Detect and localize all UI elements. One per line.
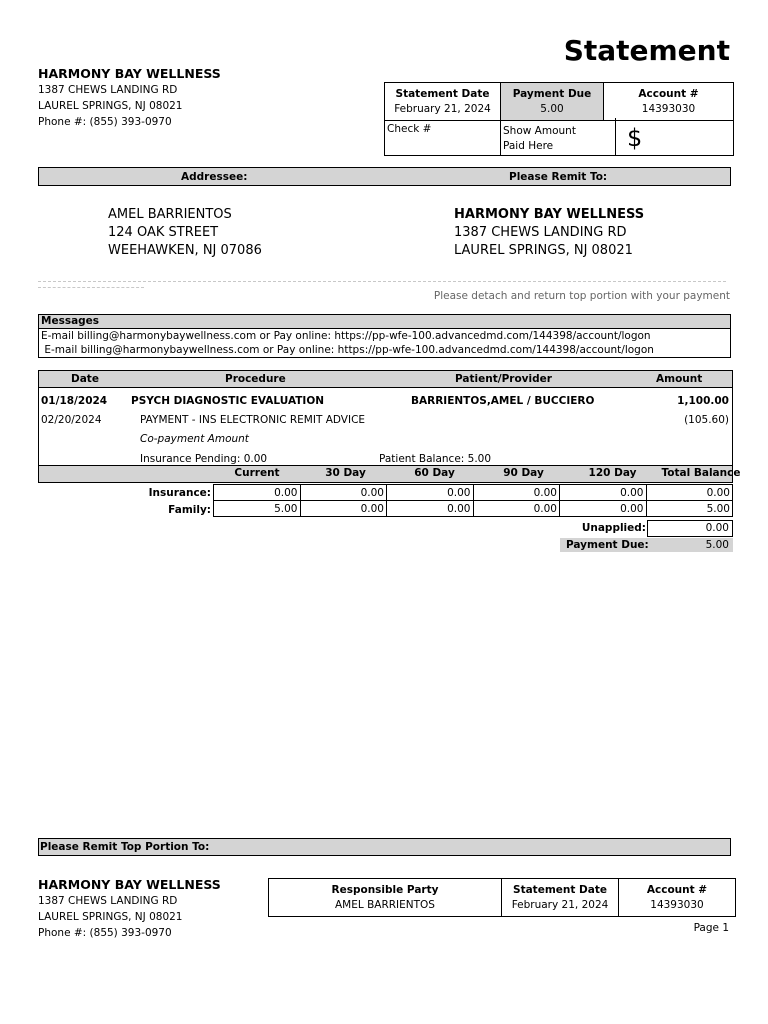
aging-current-label: Current (234, 467, 280, 479)
check-number-label: Check # (387, 123, 432, 135)
row1-date: 01/18/2024 (41, 395, 108, 407)
bottom-account-cell (619, 879, 736, 917)
copay-note: Co-payment Amount (140, 433, 249, 445)
col-procedure: Procedure (225, 373, 286, 385)
row1-procedure: PSYCH DIAGNOSTIC EVALUATION (131, 395, 325, 407)
family-total: 5.00 (646, 501, 733, 517)
payment-due-cell (501, 83, 604, 121)
messages-label: Messages (39, 315, 730, 329)
statement-date-value: February 21, 2024 (394, 103, 491, 115)
col-patient-provider: Patient/Provider (455, 373, 552, 385)
detach-note: Please detach and return top portion with your payment (433, 290, 730, 302)
practice-name: HARMONY BAY WELLNESS (38, 66, 221, 81)
addressee-city: WEEHAWKEN, NJ 07086 (108, 243, 262, 258)
family-row (214, 501, 733, 517)
dollar-sign: $ (627, 124, 643, 152)
paid-here-label: Paid Here (503, 140, 554, 152)
bottom-practice-phone: Phone #: (855) 393-0970 (38, 927, 172, 939)
bottom-info-box (268, 878, 736, 917)
account-value: 14393030 (641, 103, 696, 115)
insurance-pending: Insurance Pending: 0.00 (140, 453, 268, 465)
insurance-total: 0.00 (646, 485, 733, 501)
practice-info (38, 66, 221, 130)
aging-30-label: 30 Day (325, 467, 366, 479)
detach-line-short (38, 287, 144, 288)
responsible-party-label: Responsible Party (331, 884, 439, 896)
payment-due-bar (560, 538, 733, 552)
bottom-account-label: Account # (646, 884, 708, 896)
column-divider (615, 118, 616, 155)
insurance-current: 0.00 (214, 485, 301, 501)
family-row-label: Family: (168, 504, 211, 516)
row2-procedure: PAYMENT - INS ELECTRONIC REMIT ADVICE (140, 414, 366, 426)
family-30: 0.00 (300, 501, 387, 517)
addressee-name: AMEL BARRIENTOS (108, 207, 232, 222)
statement-date-label: Statement Date (395, 88, 490, 100)
family-120: 0.00 (560, 501, 647, 517)
account-label: Account # (638, 88, 699, 100)
page-number: Page 1 (693, 922, 729, 934)
row1-amount: 1,100.00 (677, 395, 729, 407)
aging-120-label: 120 Day (588, 467, 637, 479)
unapplied-label: Unapplied: (581, 522, 646, 534)
remit-to-block (454, 206, 644, 260)
payment-due-label: Payment Due (512, 88, 592, 100)
insurance-30: 0.00 (300, 485, 387, 501)
patient-balance: Patient Balance: 5.00 (379, 453, 492, 465)
insurance-120: 0.00 (560, 485, 647, 501)
message-line-2: E-mail billing@harmonybaywellness.com or Pay online: https://pp-wfe-100.advancedmd.com/144398/account/logon (41, 344, 654, 356)
remit-to-name: HARMONY BAY WELLNESS (454, 207, 645, 222)
addressee-block (108, 206, 262, 260)
responsible-party-cell (269, 879, 502, 917)
insurance-row (214, 485, 733, 501)
insurance-60: 0.00 (387, 485, 474, 501)
insurance-90: 0.00 (473, 485, 560, 501)
bottom-payment-due-value: 5.00 (705, 539, 729, 551)
statement-title: Statement (563, 34, 730, 67)
row1-patient-provider: BARRIENTOS,AMEL / BUCCIERO (411, 395, 595, 407)
row2-amount: (105.60) (684, 414, 729, 426)
remit-to-city: LAUREL SPRINGS, NJ 08021 (454, 243, 633, 258)
bottom-statement-date-label: Statement Date (513, 884, 607, 896)
account-cell (604, 83, 734, 121)
aging-table (213, 484, 733, 517)
aging-total-label: Total Balance (661, 467, 741, 479)
remit-top-portion-bar: Please Remit Top Portion To: (38, 838, 731, 856)
col-amount: Amount (656, 373, 703, 385)
statement-header-box (384, 82, 734, 156)
ledger-header (39, 371, 732, 388)
statement-date-cell (385, 83, 501, 121)
remit-to-street: 1387 CHEWS LANDING RD (454, 225, 627, 240)
bottom-practice-name: HARMONY BAY WELLNESS (38, 877, 221, 892)
practice-address1: 1387 CHEWS LANDING RD (38, 84, 178, 96)
addressee-street: 124 OAK STREET (108, 225, 219, 240)
bottom-practice-address2: LAUREL SPRINGS, NJ 08021 (38, 911, 183, 923)
bottom-statement-date-value: February 21, 2024 (511, 899, 609, 911)
col-date: Date (71, 373, 99, 385)
bottom-statement-date-cell (502, 879, 619, 917)
messages-box (38, 314, 731, 358)
family-current: 5.00 (214, 501, 301, 517)
practice-address2: LAUREL SPRINGS, NJ 08021 (38, 100, 183, 112)
payment-due-value: 5.00 (540, 103, 564, 115)
insurance-row-label: Insurance: (148, 487, 211, 499)
responsible-party-value: AMEL BARRIENTOS (335, 899, 435, 911)
bottom-payment-due-label: Payment Due: (566, 539, 649, 551)
family-90: 0.00 (473, 501, 560, 517)
address-bar (38, 167, 731, 186)
message-line-1: E-mail billing@harmonybaywellness.com or Pay online: https://pp-wfe-100.advancedmd.com/144398/account/logon (41, 330, 651, 342)
amount-paid-field[interactable] (501, 121, 734, 156)
detach-line (38, 281, 726, 282)
unapplied-value: 0.00 (647, 520, 733, 537)
show-amount-label: Show Amount (503, 125, 576, 137)
family-60: 0.00 (387, 501, 474, 517)
bottom-account-value: 14393030 (650, 899, 704, 911)
aging-90-label: 90 Day (503, 467, 544, 479)
check-number-field[interactable] (385, 121, 501, 156)
aging-header-labels (213, 466, 745, 480)
remit-to-label: Please Remit To: (509, 171, 608, 183)
aging-60-label: 60 Day (414, 467, 455, 479)
addressee-label: Addressee: (181, 171, 248, 183)
bottom-practice-info (38, 877, 221, 941)
practice-phone: Phone #: (855) 393-0970 (38, 116, 172, 128)
bottom-practice-address1: 1387 CHEWS LANDING RD (38, 895, 178, 907)
row2-date: 02/20/2024 (41, 414, 102, 426)
